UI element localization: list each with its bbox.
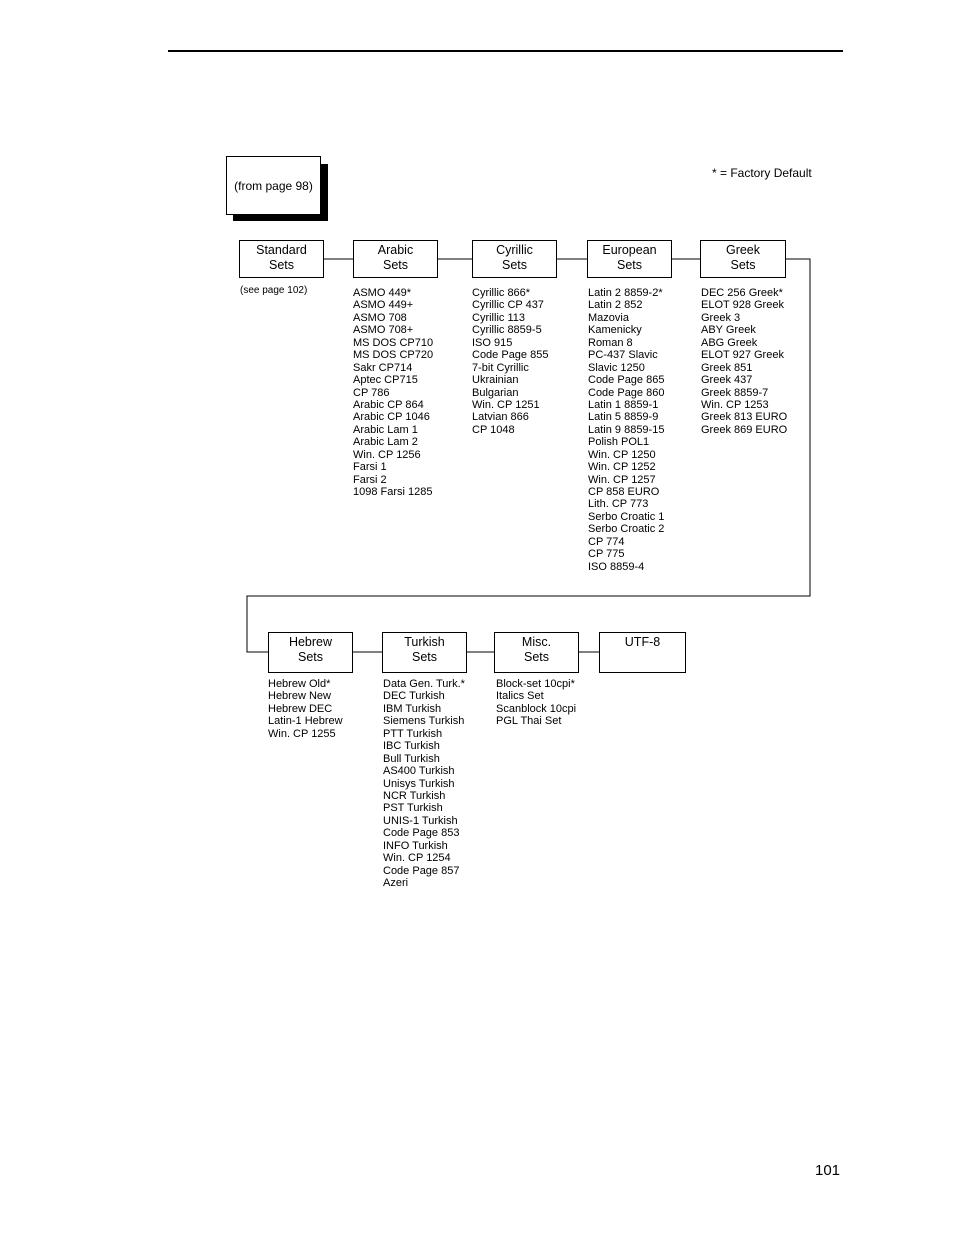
list-item: Latin-1 Hebrew xyxy=(268,715,343,728)
list-item: Win. CP 1254 xyxy=(383,852,451,865)
turkish-sets-title-line2: Sets xyxy=(411,650,437,664)
cyrillic-sets-list xyxy=(472,287,548,436)
list-item: Greek 3 xyxy=(701,311,741,324)
utf8-box xyxy=(599,632,686,673)
list-item: Latin 2 8859-2* xyxy=(588,287,663,299)
list-item: Win. CP 1256 xyxy=(353,448,421,461)
list-item: Latvian 866 xyxy=(472,411,529,424)
list-item: MS DOS CP720 xyxy=(353,349,434,362)
list-item: DEC 256 Greek* xyxy=(701,287,783,299)
list-item: Cyrillic 866* xyxy=(472,287,531,299)
list-item: PTT Turkish xyxy=(383,727,443,740)
list-item: Unisys Turkish xyxy=(383,777,455,790)
list-item: IBC Turkish xyxy=(383,740,440,753)
list-item: Mazovia xyxy=(588,311,629,324)
list-item: Roman 8 xyxy=(588,336,633,349)
standard-sets-title-line1: Standard xyxy=(256,243,307,257)
hebrew-sets-list xyxy=(268,678,343,740)
list-item: Bulgarian xyxy=(472,386,519,399)
list-item: ABY Greek xyxy=(701,324,756,337)
list-item: ASMO 449+ xyxy=(353,299,414,312)
utf8-title: UTF-8 xyxy=(624,635,661,649)
list-item: DEC Turkish xyxy=(383,690,445,703)
cyrillic-sets-box xyxy=(472,240,557,278)
list-item: Farsi 2 xyxy=(353,473,387,486)
list-item: INFO Turkish xyxy=(383,839,448,852)
arabic-sets-title-line2: Sets xyxy=(382,258,408,272)
list-item: Code Page 865 xyxy=(588,374,665,387)
list-item: Code Page 857 xyxy=(383,864,460,877)
european-sets-list xyxy=(588,287,664,573)
list-item: CP 775 xyxy=(588,548,625,561)
list-item: 1098 Farsi 1285 xyxy=(353,486,433,498)
list-item: Serbo Croatic 2 xyxy=(588,523,665,536)
list-item: Arabic CP 864 xyxy=(353,398,424,411)
list-item: ASMO 449* xyxy=(353,287,412,299)
european-sets-title-line2: Sets xyxy=(616,258,642,272)
greek-sets-title-line2: Sets xyxy=(730,258,756,272)
origin-box-label: (from page 98) xyxy=(234,178,313,193)
turkish-sets-list xyxy=(383,678,465,889)
turkish-sets-box xyxy=(382,632,467,673)
list-item: Polish POL1 xyxy=(588,436,650,449)
list-item: PC-437 Slavic xyxy=(588,349,658,362)
list-item: ISO 915 xyxy=(472,336,513,349)
hebrew-sets-box xyxy=(268,632,353,673)
list-item: Siemens Turkish xyxy=(383,715,465,728)
greek-sets-list xyxy=(701,287,787,436)
list-item: MS DOS CP710 xyxy=(353,336,434,349)
misc-sets-title-line1: Misc. xyxy=(521,635,552,649)
list-item: Greek 851 xyxy=(701,361,753,374)
european-sets-title-line1: European xyxy=(602,243,657,257)
list-item: Latin 2 852 xyxy=(588,299,643,312)
list-item: ELOT 928 Greek xyxy=(701,299,784,312)
list-item: Latin 5 8859-9 xyxy=(588,411,659,424)
list-item: ISO 8859-4 xyxy=(588,560,645,573)
list-item: Serbo Croatic 1 xyxy=(588,510,665,523)
list-item: Aptec CP715 xyxy=(353,374,418,387)
list-item: Block-set 10cpi* xyxy=(496,678,575,690)
hebrew-sets-title-line1: Hebrew xyxy=(288,635,333,649)
list-item: Win. CP 1252 xyxy=(588,461,656,474)
list-item: ASMO 708 xyxy=(353,311,407,324)
list-item: Greek 869 EURO xyxy=(701,423,788,436)
list-item: IBM Turkish xyxy=(383,702,442,715)
list-item: Win. CP 1255 xyxy=(268,727,336,740)
list-item: Win. CP 1253 xyxy=(701,398,769,411)
list-item: Sakr CP714 xyxy=(353,361,413,374)
arabic-sets-title-line1: Arabic xyxy=(377,243,414,257)
arabic-sets-box xyxy=(353,240,438,278)
list-item: Cyrillic 113 xyxy=(472,311,525,324)
list-item: PGL Thai Set xyxy=(496,715,562,728)
list-item: Arabic Lam 2 xyxy=(353,436,418,449)
standard-sets-box xyxy=(239,240,324,278)
cyrillic-sets-title-line2: Sets xyxy=(501,258,527,272)
list-item: Bull Turkish xyxy=(383,752,440,765)
greek-sets-title-line1: Greek xyxy=(725,243,761,257)
list-item: CP 786 xyxy=(353,386,390,399)
list-item: ASMO 708+ xyxy=(353,324,414,337)
list-item: AS400 Turkish xyxy=(383,765,455,778)
list-item: Code Page 860 xyxy=(588,386,665,399)
standard-sets-title-line2: Sets xyxy=(268,258,294,272)
misc-sets-list xyxy=(496,678,576,728)
european-sets-box xyxy=(587,240,672,278)
list-item: Kamenicky xyxy=(588,324,642,337)
list-item: CP 1048 xyxy=(472,423,515,436)
list-item: Arabic CP 1046 xyxy=(353,411,430,424)
list-item: Hebrew New xyxy=(268,690,331,703)
list-item: Cyrillic CP 437 xyxy=(472,299,544,312)
list-item: ELOT 927 Greek xyxy=(701,349,784,362)
list-item: Win. CP 1251 xyxy=(472,398,540,411)
list-item: Hebrew Old* xyxy=(268,678,331,690)
list-item: NCR Turkish xyxy=(383,789,446,802)
page-number: 101 xyxy=(815,1162,841,1179)
list-item: Latin 9 8859-15 xyxy=(588,423,665,436)
arabic-sets-list xyxy=(353,287,433,498)
list-item: Latin 1 8859-1 xyxy=(588,398,659,411)
greek-sets-box xyxy=(700,240,786,278)
list-item: PST Turkish xyxy=(383,802,443,815)
standard-sets-note: (see page 102) xyxy=(240,285,308,296)
misc-sets-box xyxy=(494,632,579,673)
list-item: Slavic 1250 xyxy=(588,361,645,374)
list-item: CP 858 EURO xyxy=(588,486,660,498)
turkish-sets-title-line1: Turkish xyxy=(404,635,445,649)
list-item: Win. CP 1250 xyxy=(588,448,656,461)
list-item: Win. CP 1257 xyxy=(588,473,656,486)
list-item: Farsi 1 xyxy=(353,461,387,474)
list-item: 7-bit Cyrillic xyxy=(472,361,529,374)
list-item: Hebrew DEC xyxy=(268,702,333,715)
list-item: Arabic Lam 1 xyxy=(353,423,418,436)
list-item: UNIS-1 Turkish xyxy=(383,814,458,827)
list-item: Ukrainian xyxy=(472,374,519,387)
list-item: Greek 8859-7 xyxy=(701,386,769,399)
factory-default-legend: * = Factory Default xyxy=(712,166,812,180)
list-item: Italics Set xyxy=(496,690,544,703)
list-item: Data Gen. Turk.* xyxy=(383,678,465,690)
hebrew-sets-title-line2: Sets xyxy=(297,650,323,664)
list-item: Code Page 853 xyxy=(383,827,460,840)
list-item: Lith. CP 773 xyxy=(588,498,649,511)
list-item: Scanblock 10cpi xyxy=(496,702,577,715)
list-item: ABG Greek xyxy=(701,336,758,349)
list-item: Cyrillic 8859-5 xyxy=(472,324,542,337)
list-item: Azeri xyxy=(383,877,409,889)
list-item: Code Page 855 xyxy=(472,349,549,362)
list-item: Greek 813 EURO xyxy=(701,411,788,424)
list-item: Greek 437 xyxy=(701,374,753,387)
list-item: CP 774 xyxy=(588,535,625,548)
misc-sets-title-line2: Sets xyxy=(523,650,549,664)
cyrillic-sets-title-line1: Cyrillic xyxy=(496,243,533,257)
